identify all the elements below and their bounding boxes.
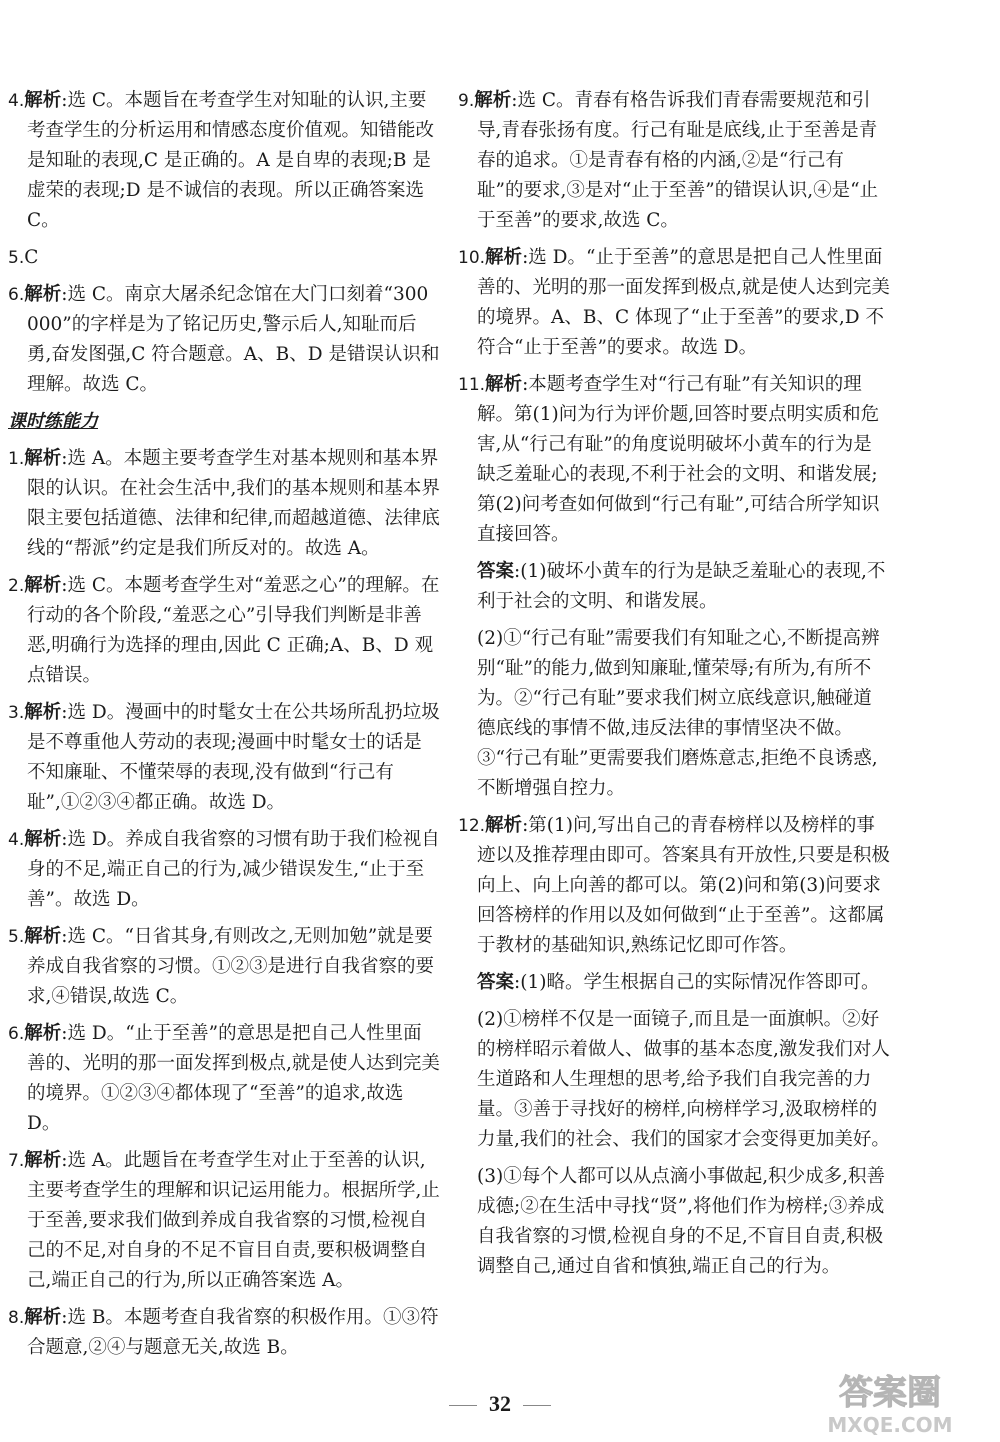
answer-item: 10.解析:选 D。“止于至善”的意思是把自己人性里面善的、光明的那一面发挥到极点,就是使人达到完美的境界。A、B、C 体现了“止于至善”的要求,D 不符合“止于至善”的要求。故选 D。 <box>458 247 890 358</box>
answer-item: 8.解析:选 B。本题考查自我省察的积极作用。①③符合题意,②④与题意无关,故选 B。 <box>8 1307 439 1358</box>
answer-block: 答案:(1)略。学生根据自己的实际情况作答即可。 <box>477 972 880 993</box>
answer-item: 7.解析:选 A。此题旨在考查学生对止于至善的认识,主要考查学生的理解和识记运用能力。根据所学,止于至善,要求我们做到养成自我省察的习惯,检视自己的不足,对自身的不足不盲目自责,要积极调整自己,端正自己的行为,所以正确答案选 A。 <box>8 1150 440 1291</box>
left-column <box>8 86 440 1370</box>
watermark-title: 答案圈 <box>839 1373 941 1413</box>
answer-item: 5.C <box>8 247 39 268</box>
answer-item: 9.解析:选 C。青春有格告诉我们青春需要规范和引导,青春张扬有度。行己有耻是底线,止于至善是青春的追求。①是青春有格的内涵,②是“行己有耻”的要求,③是对“止于至善”的错误认识,④是“止于至善”的要求,故选 C。 <box>458 90 879 231</box>
answer-item: 6.解析:选 C。南京大屠杀纪念馆在大门口刻着“300 000”的字样是为了铭记历史,警示后人,知耻而后勇,奋发图强,C 符合题意。A、B、D 是错误认识和理解。故选 C。 <box>8 284 440 395</box>
answer-item: 4.解析:选 D。养成自我省察的习惯有助于我们检视自身的不足,端正自己的行为,减少错误发生,“止于至善”。故选 D。 <box>8 829 440 910</box>
answer-paragraph: (2)①“行己有耻”需要我们有知耻之心,不断提高辨别“耻”的能力,做到知廉耻,懂荣辱;有所为,有所不为。②“行己有耻”要求我们树立底线意识,触碰道德底线的事情不做,违反法律的事情坚决不做。③“行己有耻”更需要我们磨炼意志,拒绝不良诱惑,不断增强自控力。 <box>477 628 880 799</box>
answer-item: 3.解析:选 D。漫画中的时髦女士在公共场所乱扔垃圾是不尊重他人劳动的表现;漫画中时髦女士的话是不知廉耻、不懂荣辱的表现,没有做到“行己有耻”,①②③④都正确。故选 D。 <box>8 702 440 813</box>
right-column <box>458 86 890 1289</box>
answer-item: 11.解析:本题考查学生对“行己有耻”有关知识的理解。第(1)问为行为评价题,回答时要点明实质和危害,从“行己有耻”的角度说明破坏小黄车的行为是缺乏羞耻心的表现,不利于社会的文明、和谐发展;第(2)问考查如何做到“行己有耻”,可结合所学知识直接回答。 <box>458 374 880 545</box>
answer-block: 答案:(1)破坏小黄车的行为是缺乏羞耻心的表现,不利于社会的文明、和谐发展。 <box>477 561 886 612</box>
page-number-text: 32 <box>489 1391 511 1416</box>
watermark-svg <box>790 1370 990 1438</box>
answer-item: 4.解析:选 C。本题旨在考查学生对知耻的认识,主要考查学生的分析运用和情感态度价值观。知错能改是知耻的表现,C 是正确的。A 是自卑的表现;B 是虚荣的表现;D 是不诚信的表现。所以正确答案选 C。 <box>8 90 435 231</box>
answer-item: 6.解析:选 D。“止于至善”的意思是把自己人性里面善的、光明的那一面发挥到极点,就是使人达到完美的境界。①②③④都体现了“至善”的追求,故选 D。 <box>8 1023 440 1134</box>
answer-item: 2.解析:选 C。本题考查学生对“羞恶之心”的理解。在行动的各个阶段,“羞恶之心”引导我们判断是非善恶,明确行为选择的理由,因此 C 正确;A、B、D 观点错误。 <box>8 575 440 686</box>
page-number-rule-left <box>449 1405 477 1406</box>
watermark-logo <box>790 1370 990 1438</box>
answer-item: 12.解析:第(1)问,写出自己的青春榜样以及榜样的事迹以及推荐理由即可。答案具有开放性,只要是积极向上、向上向善的都可以。第(2)问和第(3)问要求回答榜样的作用以及如何做到“止于至善”。这都属于教材的基础知识,熟练记忆即可作答。 <box>458 815 890 956</box>
answer-paragraph: (3)①每个人都可以从点滴小事做起,积少成多,积善成德;②在生活中寻找“贤”,将他们作为榜样;③养成自我省察的习惯,检视自身的不足,不盲目自责,积极调整自己,通过自省和慎独,端正自己的行为。 <box>477 1166 885 1277</box>
watermark-url: MXQE.COM <box>827 1413 953 1437</box>
answer-item: 1.解析:选 A。本题主要考查学生对基本规则和基本界限的认识。在社会生活中,我们的基本规则和基本界限主要包括道德、法律和纪律,而超越道德、法律底线的“帮派”约定是我们所反对的。故选 A。 <box>8 448 440 559</box>
answer-paragraph: (2)①榜样不仅是一面镜子,而且是一面旗帜。②好的榜样昭示着做人、做事的基本态度,激发我们对人生道路和人生理想的思考,给予我们自我完善的力量。③善于寻找好的榜样,向榜样学习,汲取榜样的力量,我们的社会、我们的国家才会变得更加美好。 <box>477 1009 890 1150</box>
page-number-rule-right <box>523 1405 551 1406</box>
answer-item: 5.解析:选 C。“日省其身,有则改之,无则加勉”就是要养成自我省察的习惯。①②③是进行自我省察的要求,④错误,故选 C。 <box>8 926 435 1007</box>
section-title: 课时练能力 <box>8 411 98 432</box>
